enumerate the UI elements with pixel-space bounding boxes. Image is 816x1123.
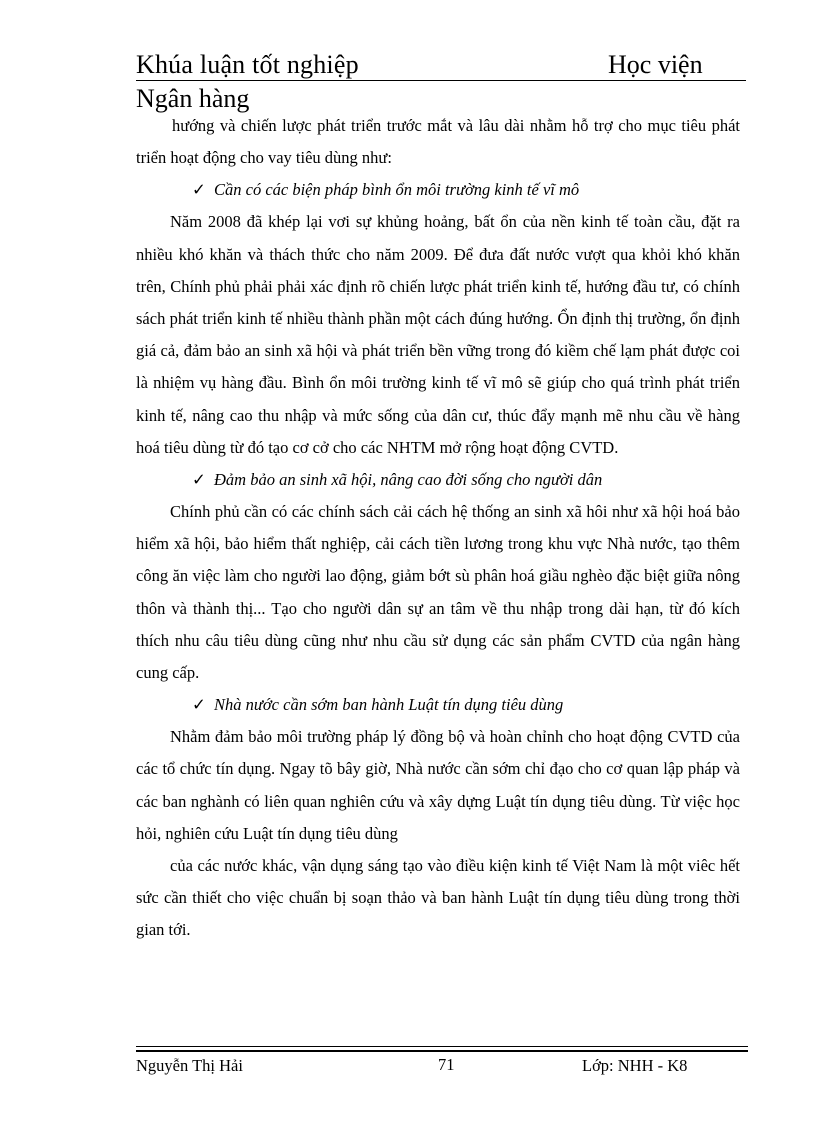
checkmark-icon: ✓ [192,180,206,200]
paragraph-social: Chính phủ cần có các chính sách cải cách hệ thống an sinh xã hôi như xã hội hoá bảo hiểm xã hội, bảo hiểm thất nghiệp, cải cách tiền lương trong khu vực Nhà nước, tạo thêm công ăn việc làm cho người lao động, giảm bớt sù phân hoá giầu nghèo đặc biệt giữa nông thôn và thành thị... Tạo cho người dân sự an tâm về thu nhập trong dài hạn, từ đó kích thích nhu câu tiêu dùng cũng như nhu cầu sử dụng các sản phẩm CVTD của ngân hàng cung cấp. [136,502,740,683]
footer-rule-thin [136,1046,748,1047]
checkmark-icon: ✓ [192,695,206,715]
footer-author: Nguyễn Thị Hải [136,1056,243,1075]
header-institution: Học viện [608,50,703,79]
bullet-macro-stability [136,174,740,206]
paragraph-law: Nhằm đảm bảo môi trường pháp lý đồng bộ và hoàn chỉnh cho hoạt động CVTD của các tổ chức tín dụng. Ngay tõ bây giờ, Nhà nước cần sớm chỉ đạo cho cơ quan lập pháp và các ban nghành có liên quan nghiên cứu và xây dựng Luật tín dụng tiêu dùng. Từ việc học hỏi, nghiên cứu Luật tín dụng tiêu dùng [136,727,740,843]
header-institution-continued: Ngân hàng [136,84,250,113]
header-thesis-title: Khúa luận tốt nghiệp [136,50,359,79]
paragraph-law-continued: của các nước khác, vận dụng sáng tạo vào điều kiện kinh tế Việt Nam là một viêc hết sức cần thiết cho việc chuẩn bị soạn thảo và ban hành Luật tín dụng tiêu dùng trong thời gian tới. [136,856,740,940]
header-underline [136,80,746,81]
bullet-text: Nhà nước cần sớm ban hành Luật tín dụng tiêu dùng [214,695,564,715]
bullet-text: Cần có các biện pháp bình ổn môi trường kinh tế vĩ mô [214,180,580,200]
footer-page-number: 71 [438,1055,455,1074]
checkmark-icon: ✓ [192,470,206,490]
page-header [136,50,746,113]
paragraph-intro: hướng và chiến lược phát triển trước mắt và lâu dài nhằm hỗ trợ cho mục tiêu phát triển hoạt động cho vay tiêu dùng như: [136,116,740,168]
bullet-social-security [136,464,740,496]
bullet-text: Đảm bảo an sinh xã hội, nâng cao đời sống cho người dân [214,470,603,490]
paragraph-macro: Năm 2008 đã khép lại vơi sự khủng hoảng, bất ổn của nền kinh tế toàn cầu, đặt ra nhiều khó khăn và thách thức cho năm 2009. Để đưa đất nước vượt qua khỏi khó khăn trên, Chính phủ phải phải xác định rõ chiến lược phát triển kinh tế, hướng đầu tư, có chính sách phát triển kinh tế nhiều thành phần một cách đúng hướng. Ổn định thị trường, ổn định giá cả, đảm bảo an sinh xã hội và phát triển bền vững trong đó kiềm chế lạm phát được coi là nhiệm vụ hàng đầu. Bình ổn môi trường kinh tế vĩ mô sẽ giúp cho quá trình phát triển kinh tế, nâng cao thu nhập và mức sống của dân cư, thúc đẩy mạnh mẽ nhu cầu về hàng hoá tiêu dùng từ đó tạo cơ cở cho các NHTM mở rộng hoạt động CVTD. [136,212,740,457]
page-body [136,110,740,947]
bullet-credit-law [136,689,740,721]
footer-class: Lớp: NHH - K8 [582,1056,688,1075]
footer-rule-thick [136,1050,748,1052]
